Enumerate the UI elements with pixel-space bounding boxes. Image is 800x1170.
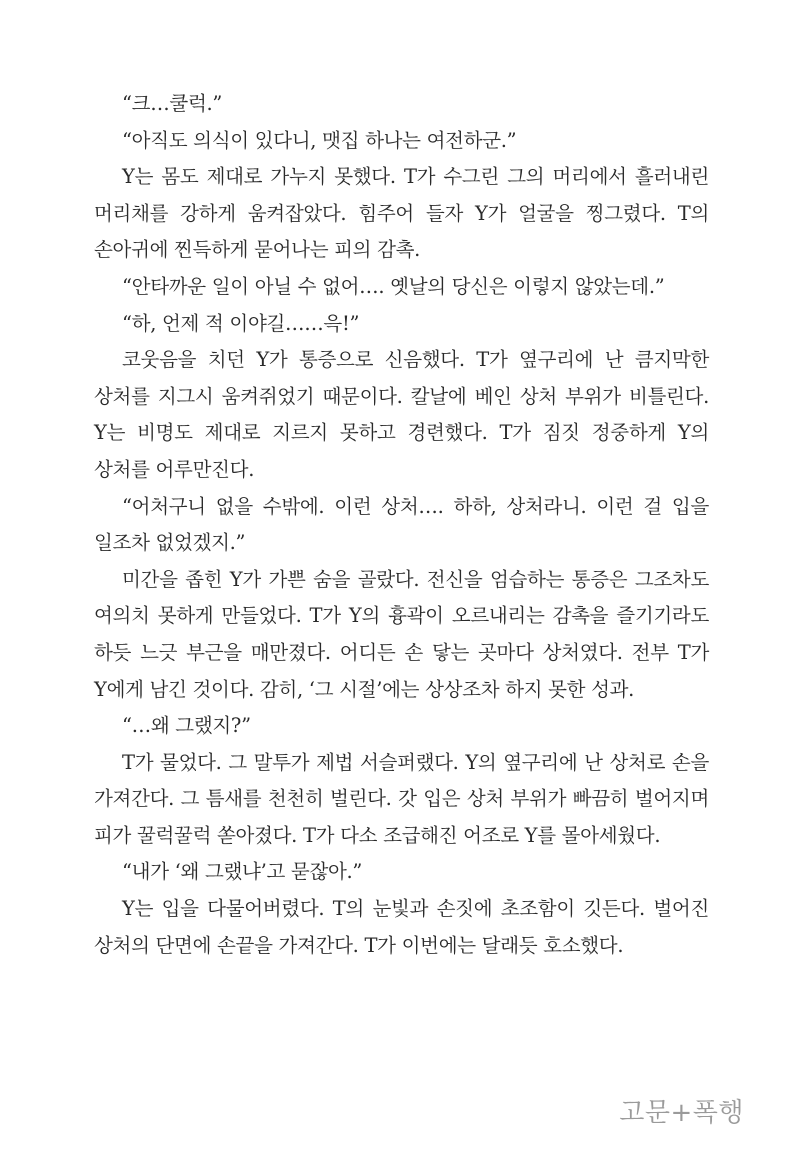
paragraph: 미간을 좁힌 Y가 가쁜 숨을 골랐다. 전신을 엄습하는 통증은 그조차도 여의치 못하게 만들었다. T가 Y의 흉곽이 오르내리는 감촉을 즐기기라도 하듯 느긋 부근을 매만졌다. 어디든 손 닿는 곳마다 상처였다. 전부 T가 Y에게 남긴 것이다. 감히, ‘그 시절’에는 상상조차 하지 못한 성과.	[94, 567, 709, 701]
paragraph: “크…쿨럭.”	[122, 92, 223, 115]
paragraph: “내가 ‘왜 그랬냐’고 묻잖아.”	[122, 860, 363, 884]
paragraph: 코웃음을 치던 Y가 통증으로 신음했다. T가 옆구리에 난 큼지막한 상처를 지그시 움켜쥐었기 때문이다. 칼날에 베인 상처 부위가 비틀린다. Y는 비명도 제대로 지르지 못하고 경련했다. T가 짐짓 정중하게 Y의 상처를 어루만진다.	[94, 348, 709, 481]
paragraph: “하, 언제 적 이야길……윽!”	[122, 311, 360, 335]
paragraph: “…왜 그랬지?”	[122, 714, 251, 738]
paragraph: T가 물었다. 그 말투가 제법 서슬퍼랬다. Y의 옆구리에 난 상처로 손을 가져간다. 그 틈새를 천천히 벌린다. 갓 입은 상처 부위가 빠끔히 벌어지며 피가 꿀럭꿀럭 쏟아졌다. T가 다소 조급해진 어조로 Y를 몰아세웠다.	[94, 750, 709, 847]
paragraph: Y는 몸도 제대로 가누지 못했다. T가 수그린 그의 머리에서 흘러내린 머리채를 강하게 움켜잡았다. 힘주어 들자 Y가 얼굴을 찡그렸다. T의 손아귀에 찐득하게 묻어나는 피의 감촉.	[94, 165, 709, 262]
page-body	[94, 86, 709, 964]
paragraph: Y는 입을 다물어버렸다. T의 눈빛과 손짓에 초조함이 깃든다. 벌어진 상처의 단면에 손끝을 가져간다. T가 이번에는 달래듯 호소했다.	[94, 897, 709, 957]
paragraph: “안타까운 일이 아닐 수 없어…. 옛날의 당신은 이렇지 않았는데.”	[122, 274, 665, 298]
paragraph: “어처구니 없을 수밖에. 이런 상처…. 하하, 상처라니. 이런 걸 입을 일조차 없었겠지.”	[94, 494, 709, 555]
running-footer-title: 고문+폭행	[619, 1098, 744, 1128]
paragraph: “아직도 의식이 있다니, 맷집 하나는 여전하군.”	[122, 128, 517, 152]
